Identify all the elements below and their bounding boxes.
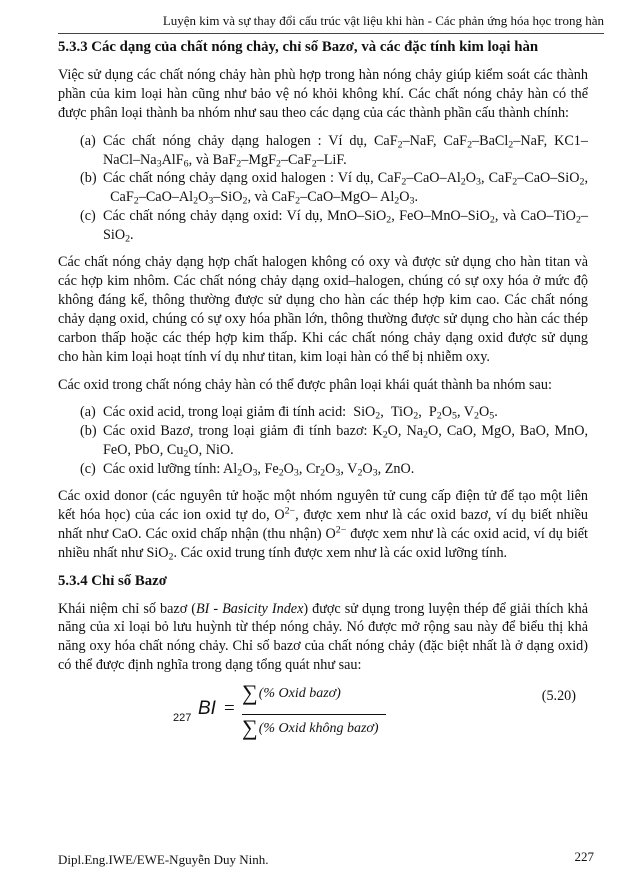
formula-tag: 227 [173,712,192,725]
list-item-text: Các chất nóng chảy dạng halogen : Ví dụ, CaF$_2$–NaF, CaF$_2$–BaCl$_2$–NaF, $KC1-NaCl-Na_3AlF_6$, và BaF$_2$–MgF$_2$–CaF$_2$–LiF. [103,132,588,170]
header-rule [58,33,604,34]
flux-types-list [80,132,588,245]
list-item [80,169,588,207]
equation-number: (5.20) [541,688,576,705]
running-header: Luyện kim và sự thay đổi cấu trúc vật liệu khi hàn - Các phản ứng hóa học trong hàn [162,13,604,28]
formula-equals: = [224,698,235,720]
section-heading-5-3-3: 5.3.3 Các dạng của chất nóng chảy, chỉ số Bazơ, và các đặc tính kim loại hàn [58,39,539,55]
list-item-label: (a) [80,404,96,421]
footer-page-number: 227 [574,849,594,864]
list-item-text: Các oxid lưỡng tính: $Al_2O_3$, $Fe_2O_3$, $Cr_2O_3$, $V_2O_3$, ZnO. [103,461,415,479]
oxide-types-list [80,403,588,479]
list-item-text: Các chất nóng chảy dạng oxid halogen : Ví dụ, $CaF_2-CaO-Al_2O_3$, CaF$_2$–CaO–SiO$_2$, $CaF_2-CaO-Al_2O_3-SiO_2$, và CaF$_2$–CaO–MgO– $Al_2O_3$. [103,170,588,207]
basicity-index-formula [58,680,588,746]
paragraph-oxide-classes: Các oxid trong chất nóng chảy hàn có thể được phân loại khái quát thành ba nhóm sau: [58,376,552,393]
sigma-symbol: ∑ [242,680,258,706]
list-item-label: (a) [80,132,96,149]
formula-lhs: BI [198,698,216,720]
list-item-label: (c) [80,461,96,478]
list-item [80,460,588,479]
list-item [80,403,588,422]
list-item-label: (b) [80,423,97,440]
list-item-text: Các chất nóng chảy dạng oxid: Ví dụ, MnO–SiO$_2$, FeO–MnO–SiO$_2$, và CaO–TiO$_2$–SiO$_2$. [103,208,588,245]
paragraph-oxide-donor: Các oxid donor (các nguyên tử hoặc một nhóm nguyên tử cung cấp điện tử để tạo một liên kết hóa học) của các ion oxid tự do, $O^{2-}$, được xem như là các oxid bazơ, ví dụ biết nhiều nhất như CaO. Các oxid chấp nhận (thu nhận) $O^{2-}$ được xem như là các oxid acid, ví dụ biết nhiều nhất như SiO$_2$. Các oxid trung tính được xem như là các oxid lưỡng tính. [58,488,588,563]
footer-author: Dipl.Eng.IWE/EWE-Nguyễn Duy Ninh. [58,852,269,867]
list-item-label: (c) [80,208,96,225]
paragraph-basicity-index: Khái niệm chỉ số bazơ (BI - Basicity Index) được sử dụng trong luyện thép để giải thích khả năng của xỉ loại bỏ lưu huỳnh từ thép nóng chảy. Nó được mở rộng sau này để biểu thị khả năng oxy hóa chất nóng chảy. Chỉ số bazơ của chất nóng chảy (đặc biệt nhất là ở dạng oxid) có thể được định nghĩa trong dạng tổng quát như sau: [58,600,588,674]
fraction-bar [242,714,386,715]
page-content [58,38,588,746]
list-item-text: Các oxid Bazơ, trong loại giảm đi tính bazơ: $K_2O$, $Na_2O$, CaO, MgO, BaO, MnO, FeO, PbO, $Cu_2O$, NiO. [103,423,588,460]
section-heading-5-3-4: 5.3.4 Chỉ số Bazơ [58,572,167,589]
list-item [80,132,588,170]
paragraph-flux-usage: Các chất nóng chảy dạng hợp chất halogen không có oxy và được sử dụng cho hàn titan và các hợp kim nhôm. Các chất nóng chảy dạng oxid–halogen, chúng có sự oxy hóa ở mức độ không đáng kể, thông thường được sử dụng cho hàn các thép hợp kim cao. Các chất nóng chảy dạng oxid, chúng có sự oxy hóa phần lớn, thông thường được sử dụng cho hàn các thép carbon thấp hoặc các thép hợp kim thấp. Khi các chất nóng chảy dạng oxid được sử dụng cho hàn kim loại hoạt tính ví dụ như titan, kim loại hàn có thể bị nhiễm oxy. [58,254,588,365]
list-item [80,422,588,460]
list-item-text: Các oxid acid, trong loại giảm đi tính acid: SiO$_2$, TiO$_2$, $P_2O_5$, $V_2O_5$. [103,404,498,422]
paragraph-intro: Việc sử dụng các chất nóng chảy hàn phù hợp trong hàn nóng chảy giúp kiểm soát các thành phần của kim loại hàn cũng như bảo vệ nó khỏi không khí. Các chất nóng chảy hàn có thể được phân loại thành ba nhóm như sau theo các dạng của các thành phần cấu thành chính: [58,66,588,121]
formula-denominator: ∑(% Oxid không bazơ) [242,715,379,741]
list-item-label: (b) [80,170,97,187]
sigma-symbol: ∑ [242,715,258,741]
formula-numerator: ∑(% Oxid bazơ) [242,680,341,706]
list-item [80,207,588,245]
